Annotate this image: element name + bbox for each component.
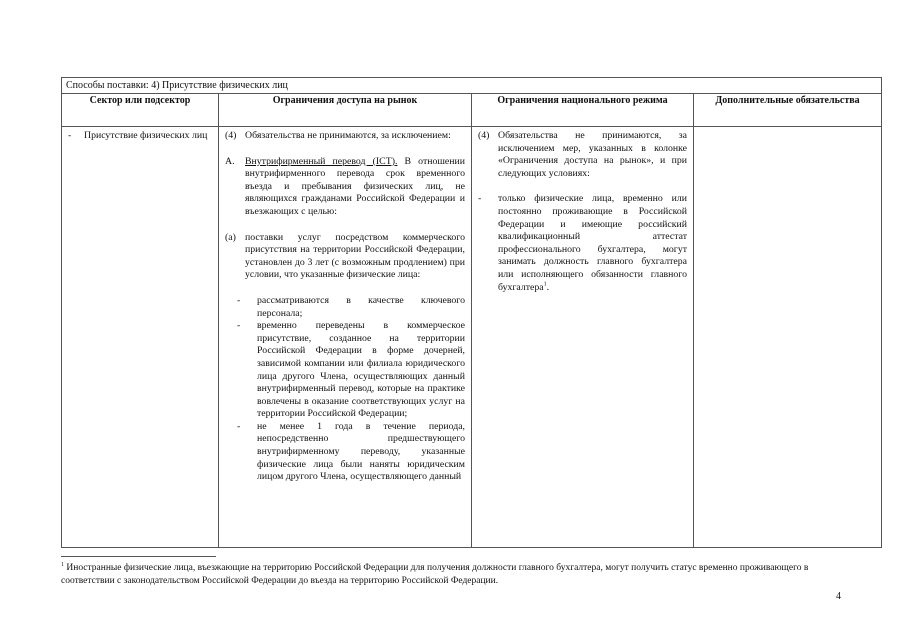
spacer xyxy=(225,282,465,295)
market-access-intro-marker: (4) xyxy=(225,130,237,141)
spacer xyxy=(225,219,465,232)
bullet-item xyxy=(225,421,465,484)
commercial-presence-paragraph xyxy=(225,232,465,282)
chief-accountant-item xyxy=(478,193,687,294)
footnote-reference[interactable]: 1 xyxy=(543,281,547,288)
market-access-header: Ограничения доступа на рынок xyxy=(219,93,471,127)
sector-header: Сектор или подсектор xyxy=(62,93,218,127)
national-treatment-cell xyxy=(472,127,693,294)
footnote-separator xyxy=(61,556,216,557)
footnote xyxy=(61,562,861,588)
footnote-number: 1 xyxy=(61,561,64,568)
sector-marker: - xyxy=(68,130,72,141)
additional-commitments-header: Дополнительные обязательства xyxy=(694,93,881,127)
chief-accountant-text xyxy=(498,193,687,294)
market-access-intro-text: Обязательства не принимаются, за исключением: xyxy=(245,130,451,141)
national-treatment-intro-marker: (4) xyxy=(478,130,490,141)
market-access-cell xyxy=(219,127,471,484)
footnote-text: Иностранные физические лица, въезжающие на территорию Российской Федерации для получения должности главного бухгалтера, могут получить статус временно проживающего в соответствии с законодательством Российской Федерации до въезда на территорию Российской Федерации. xyxy=(61,563,809,586)
chief-accountant-end: . xyxy=(546,281,550,293)
commercial-presence-text: поставки услуг посредством коммерческого присутствия на территории Российской Федерации, установлен до 3 лет (с возможным продлением) при условии, что указанные физические лица: xyxy=(245,231,465,281)
bullet-item xyxy=(225,295,465,320)
market-access-column xyxy=(219,93,472,547)
bullet-marker: - xyxy=(237,420,241,432)
ict-title: Внутрифирменный перевод (ICT). xyxy=(245,155,398,167)
spacer xyxy=(478,180,687,193)
national-treatment-intro-text: Обязательства не принимаются, за исключением мер, указанных в колонке «Ограничения доступа на рынок», и при следующих условиях: xyxy=(498,130,687,179)
ict-marker: А. xyxy=(225,155,235,167)
additional-commitments-column xyxy=(694,93,881,547)
bullet-marker: - xyxy=(237,294,241,306)
services-schedule-table xyxy=(61,77,882,548)
sector-column xyxy=(62,93,219,547)
spacer xyxy=(225,143,465,156)
sector-text: Присутствие физических лиц xyxy=(84,130,208,141)
bullet-text: временно переведены в коммерческое присутствие, созданное на территории Российской Федерации в форме дочерней, зависимой компании или филиала юридического лица другого Члена, осуществляющих данный внутрифирменный перевод, которые на практике вовлечены в оказание соответствующих услуг на территории Российской Федерации; xyxy=(257,320,465,420)
commercial-presence-marker: (а) xyxy=(225,231,236,243)
chief-accountant-body: только физические лица, временно или постоянно проживающие в Российской Федерации и имеющие российский квалификационный аттестат профессионального бухгалтера, могут занимать должность главного бухгалтера или исполняющего обязанности главного бухгалтера xyxy=(498,193,687,293)
additional-commitments-cell xyxy=(694,127,881,130)
national-treatment-intro xyxy=(478,130,687,180)
market-access-intro xyxy=(225,130,465,143)
chief-accountant-marker: - xyxy=(478,193,482,205)
national-treatment-header: Ограничения национального режима xyxy=(472,93,693,127)
bullet-item xyxy=(225,320,465,421)
ict-text xyxy=(245,156,465,219)
supply-mode-caption: Способы поставки: 4) Присутствие физических лиц xyxy=(62,78,881,94)
bullet-text: не менее 1 года в течение периода, непосредственно предшествующего внутрифирменному переводу, указанные физические лица были наняты юридическим лицом другого Члена, осуществляющего данный xyxy=(257,420,465,483)
ict-paragraph xyxy=(225,156,465,219)
sector-item xyxy=(68,130,212,143)
national-treatment-column xyxy=(472,93,694,547)
sector-cell xyxy=(62,127,218,143)
bullet-text: рассматриваются в качестве ключевого персонала; xyxy=(257,294,465,319)
bullet-marker: - xyxy=(237,320,241,332)
ict-body: В отношении внутрифирменного перевода срок временного въезда и пребывания физических лиц, не являющихся гражданами Российской Федерации и въезжающих с целью: xyxy=(245,155,465,217)
page-number: 4 xyxy=(836,591,841,602)
